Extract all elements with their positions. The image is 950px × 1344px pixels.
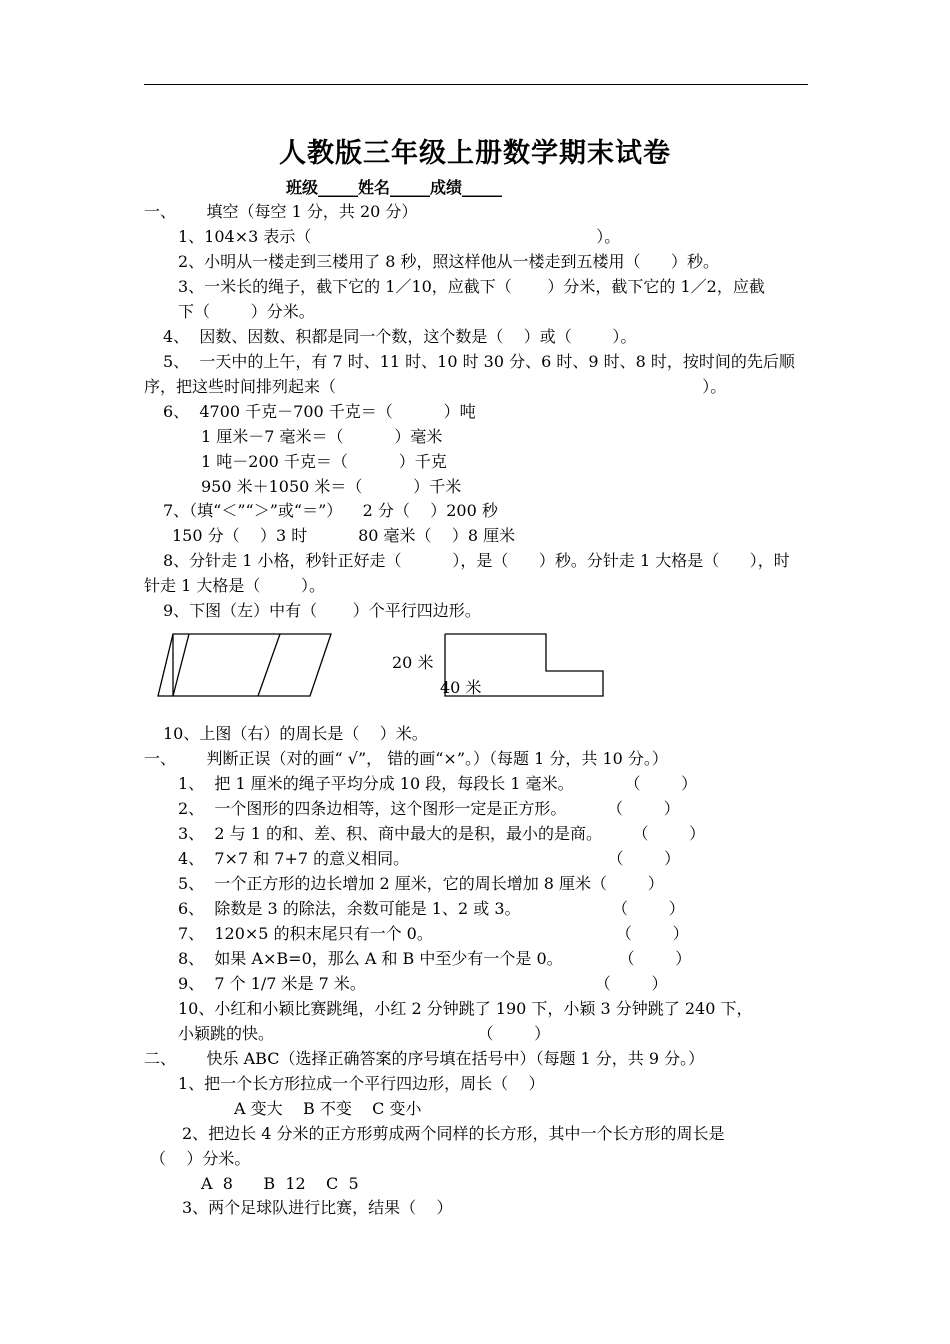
question-line: 9、下图（左）中有（ ）个平行四边形。 [163, 601, 481, 620]
question-line: 2、小明从一楼走到三楼用了 8 秒，照这样他从一楼走到五楼用（ ）秒。 [178, 252, 720, 271]
judgement-item: 4、 7×7 和 7+7 的意义相同。 （ ） [178, 849, 681, 868]
judgement-item: 9、 7 个 1/7 米是 7 米。 （ ） [178, 974, 668, 993]
question-line: 5、 一天中的上午，有 7 时、11 时、10 时 30 分、6 时、9 时、8 时，按时间的先后顺 [163, 352, 795, 371]
question-line: 1、104×3 表示（ ）。 [178, 227, 621, 246]
judgement-item: 5、 一个正方形的边长增加 2 厘米，它的周长增加 8 厘米（ ） [178, 874, 664, 893]
figure-label-40m: 40 米 [440, 678, 482, 697]
judgement-item: 小颖跳的快。 （ ） [178, 1024, 551, 1043]
question-line: 1 厘米－7 毫米＝（ ）毫米 [201, 427, 443, 446]
question-line: 8、分针走 1 小格，秒针正好走（ ），是（ ）秒。分针走 1 大格是（ ），时 [163, 551, 790, 570]
judgement-item: 8、 如果 A×B=0，那么 A 和 B 中至少有一个是 0。 （ ） [178, 949, 692, 968]
judgement-item: 7、 120×5 的积末尾只有一个 0。 （ ） [178, 924, 689, 943]
section-heading-multiple-choice: 二、 快乐 ABC（选择正确答案的序号填在括号中）（每题 1 分，共 9 分。） [144, 1049, 705, 1068]
question-line: 7、（填“＜”“＞”或“＝”） 2 分（ ）200 秒 [163, 501, 498, 520]
question-line: 序，把这些时间排列起来（ ）。 [144, 377, 727, 396]
judgement-item: 1、 把 1 厘米的绳子平均分成 10 段，每段长 1 毫米。 （ ） [178, 774, 698, 793]
question-line: 4、 因数、因数、积都是同一个数，这个数是（ ）或（ ）。 [163, 327, 637, 346]
student-info-line: 班级_____姓名_____成绩_____ [286, 178, 503, 197]
question-line: 950 米＋1050 米＝（ ）千米 [201, 477, 462, 496]
header-rule [144, 84, 808, 85]
question-line: 10、上图（右）的周长是（ ）米。 [163, 724, 428, 743]
question-line: 1 吨－200 千克＝（ ）千克 [201, 452, 447, 471]
section-heading-true-false: 一、 判断正误（对的画“ √”， 错的画“×”。）（每题 1 分，共 10 分。） [144, 749, 668, 768]
judgement-item: 3、 2 与 1 的和、差、积、商中最大的是积，最小的是商。 （ ） [178, 824, 706, 843]
question-line: 150 分（ ）3 时 80 毫米（ ）8 厘米 [172, 526, 516, 545]
choice-question: 2、把边长 4 分米的正方形剪成两个同样的长方形，其中一个长方形的周长是 [182, 1124, 725, 1143]
judgement-item: 2、 一个图形的四条边相等，这个图形一定是正方形。 （ ） [178, 799, 680, 818]
page-title: 人教版三年级上册数学期末试卷 [279, 138, 671, 169]
question-line: 针走 1 大格是（ ）。 [144, 576, 326, 595]
choice-options: A 变大 B 不变 C 变小 [234, 1099, 422, 1118]
section-heading-fill-blank: 一、 填空（每空 1 分，共 20 分） [144, 202, 418, 221]
question-line: 6、 4700 千克－700 千克＝（ ）吨 [163, 402, 476, 421]
question-line: 下（ ）分米。 [178, 302, 315, 321]
question-line: 3、一米长的绳子，截下它的 1／10，应截下（ ）分米，截下它的 1／2，应截 [178, 277, 765, 296]
choice-question: （ ）分米。 [150, 1149, 251, 1168]
choice-options: A 8 B 12 C 5 [201, 1174, 359, 1193]
judgement-item: 6、 除数是 3 的除法，余数可能是 1、2 或 3。 （ ） [178, 899, 685, 918]
choice-question: 1、把一个长方形拉成一个平行四边形，周长（ ） [178, 1074, 545, 1093]
judgement-item: 10、小红和小颖比赛跳绳，小红 2 分钟跳了 190 下，小颖 3 分钟跳了 240 下， [178, 999, 753, 1018]
choice-question: 3、两个足球队进行比赛，结果（ ） [182, 1198, 453, 1217]
parallelogram-figure [150, 628, 340, 703]
figure-label-20m: 20 米 [392, 653, 434, 672]
